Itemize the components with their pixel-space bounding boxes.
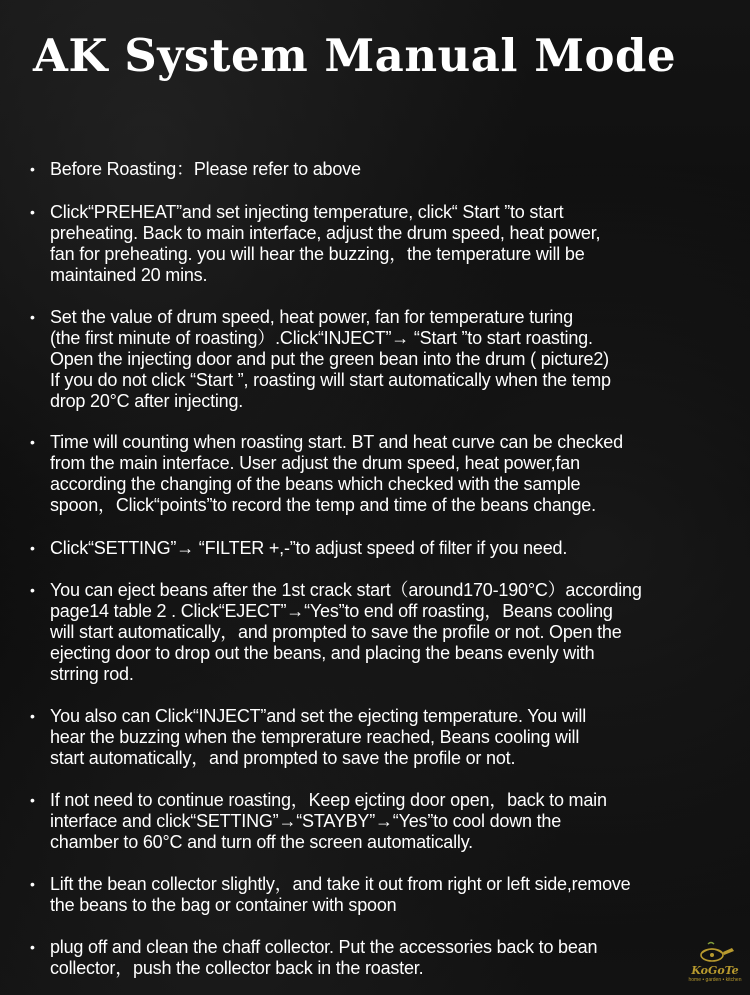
bullet-glyph: • xyxy=(30,708,35,724)
instruction-text: You can eject beans after the 1st crack start（around170-190°C）according page14 table 2 . Click“EJECT”→“Yes”to end off roasting，Beans cooling will start automatically，and prompted to save the profile or not. Open the ejecting door to drop out the beans, and placing the beans evenly with strring rod. xyxy=(50,580,642,684)
instruction-text: Time will counting when roasting start. BT and heat curve can be checked from the main interface. User adjust the drum speed, heat power,fan according the changing of the beans which checked with the sample spoon，Click“points”to record the temp and time of the beans change. xyxy=(50,432,623,515)
instruction-text: Set the value of drum speed, heat power, fan for temperature turing (the first minute of roasting）.Click“INJECT”→ “Start ”to start roasting. Open the injecting door and put the green bean into the drum ( picture2) If you do not click “Start ”, roasting will start automatically when the temp drop 20°C after injecting. xyxy=(50,307,611,411)
bullet-glyph: • xyxy=(30,204,35,220)
instruction-text: If not need to continue roasting，Keep ejcting door open，back to main interface and click“SETTING”→“STAYBY”→“Yes”to cool down the chamber to 60°C and turn off the screen automatically. xyxy=(50,790,607,852)
page-title: AK System Manual Mode xyxy=(33,29,677,82)
instruction-item xyxy=(30,937,735,979)
instruction-text: Lift the bean collector slightly，and take it out from right or left side,remove the beans to the bag or container with spoon xyxy=(50,874,631,915)
bullet-glyph: • xyxy=(30,876,35,892)
bullet-glyph: • xyxy=(30,161,35,177)
instruction-item xyxy=(30,538,735,559)
bullet-glyph: • xyxy=(30,540,35,556)
instruction-text: plug off and clean the chaff collector. Put the accessories back to bean collector，push the collector back in the roaster. xyxy=(50,937,598,978)
bullet-glyph: • xyxy=(30,939,35,955)
coffee-roaster-icon xyxy=(688,939,742,965)
instruction-item xyxy=(30,159,735,180)
logo-brand-text: KoGoTe xyxy=(691,964,739,977)
bullet-glyph: • xyxy=(30,434,35,450)
brand-logo xyxy=(688,939,742,983)
instruction-item xyxy=(30,432,735,516)
logo-tagline: home • garden • kitchen xyxy=(688,977,742,983)
instruction-item xyxy=(30,790,735,853)
bullet-glyph: • xyxy=(30,309,35,325)
instruction-text: Click“PREHEAT”and set injecting temperature, click“ Start ”to start preheating. Back to main interface, adjust the drum speed, heat power, fan for preheating. you will hear the buzzing，the temperature will be maintained 20 mins. xyxy=(50,202,601,285)
instruction-text: You also can Click“INJECT”and set the ejecting temperature. You will hear the buzzing when the temprerature reached, Beans cooling will start automatically，and prompted to save the profile or not. xyxy=(50,706,587,768)
instruction-item xyxy=(30,706,735,769)
bullet-glyph: • xyxy=(30,582,35,598)
instruction-item xyxy=(30,874,735,916)
instruction-text: Before Roasting：Please refer to above xyxy=(50,159,361,179)
bullet-glyph: • xyxy=(30,792,35,808)
instruction-item xyxy=(30,580,735,685)
instruction-item xyxy=(30,307,735,412)
instruction-item xyxy=(30,202,735,286)
instruction-text: Click“SETTING”→ “FILTER +,-”to adjust speed of filter if you need. xyxy=(50,538,568,558)
